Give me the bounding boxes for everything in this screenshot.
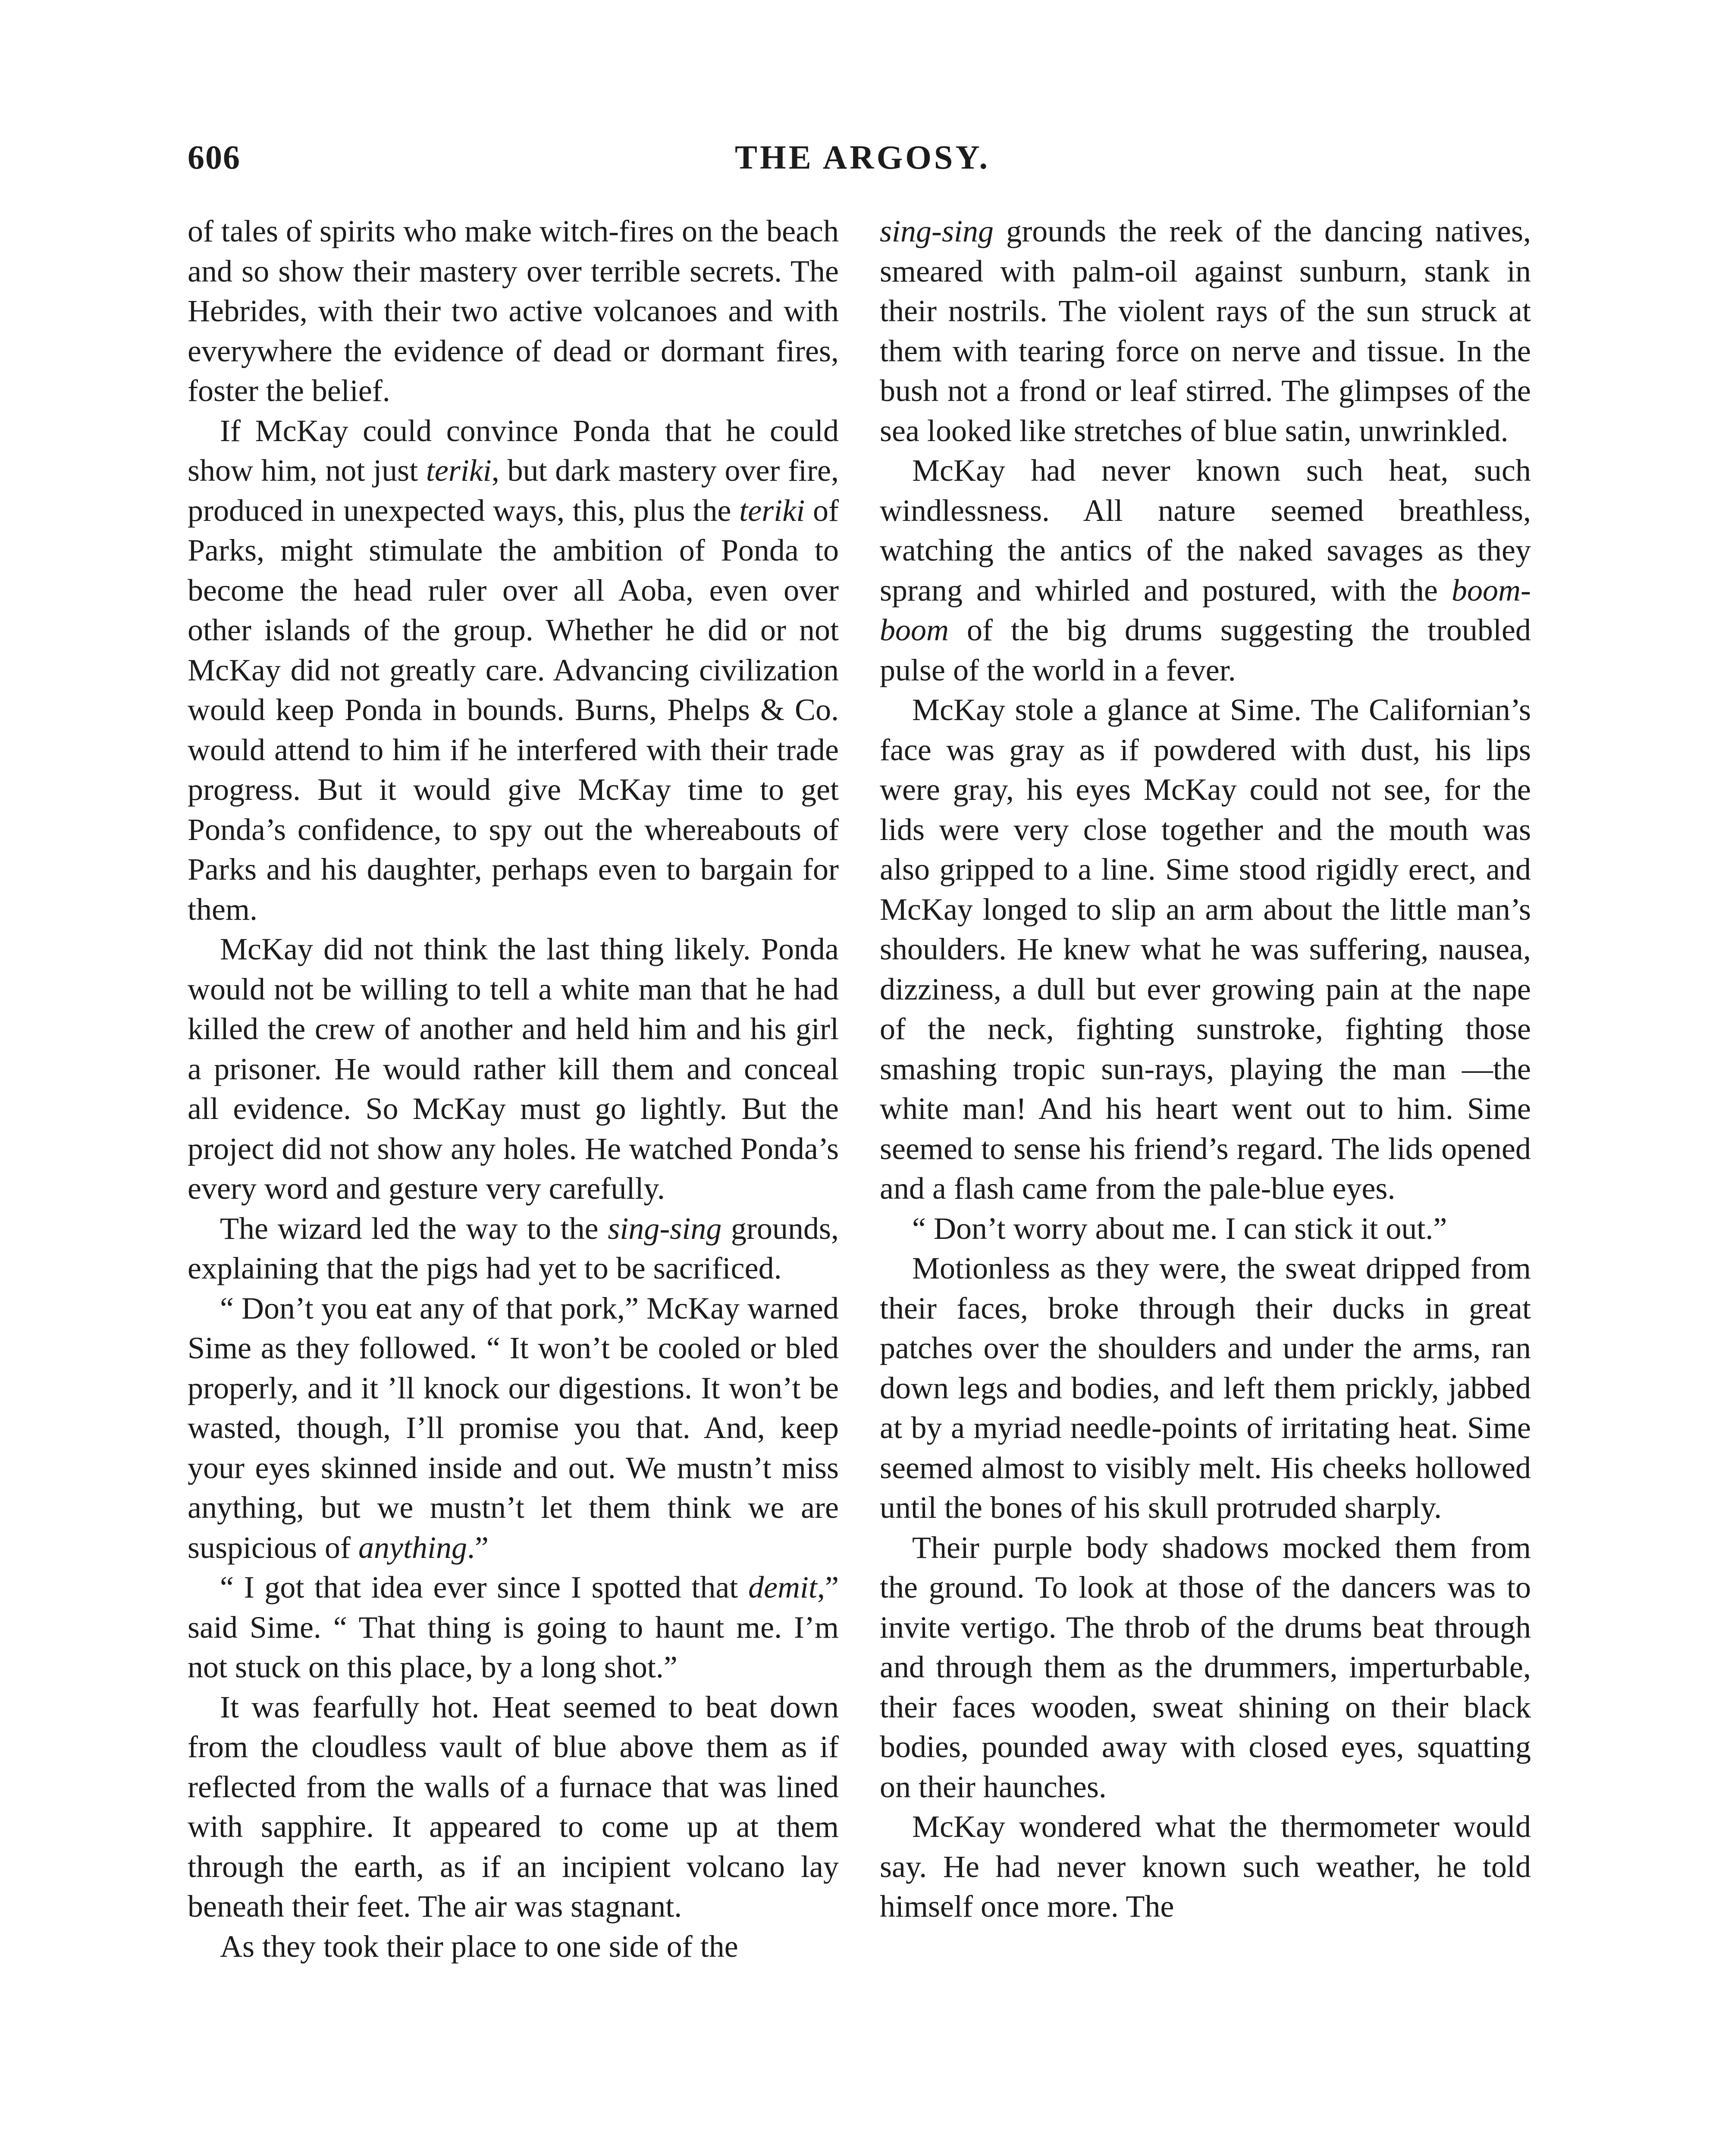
paragraph: McKay had never known such heat, such windlessness. All nature seemed breathless, watching the antics of the naked savages as they sprang and whirled and postured, with the boom-boom of the big drums suggesting the troubled pulse of the world in a fever.	[880, 453, 1531, 687]
paragraph: If McKay could convince Ponda that he could show him, not just teriki, but dark mastery over fire, produced in unexpected ways, this, plus the teriki of Parks, might stimulate the ambition of Ponda to become the head ruler over all Aoba, even over other islands of the group. Whether he did or not McKay did not greatly care. Advancing civilization would keep Ponda in bounds. Burns, Phelps & Co. would attend to him if he interfered with their trade progress. But it would give McKay time to get Ponda’s confidence, to spy out the whereabouts of Parks and his daughter, perhaps even to bargain for them.	[188, 413, 839, 927]
paragraph: “ Don’t you eat any of that pork,” McKay warned Sime as they followed. “ It won’t be cooled or bled properly, and it ’ll knock our digestions. It won’t be wasted, though, I’ll promise you that. And, keep your eyes skinned inside and out. We mustn’t miss anything, but we mustn’t let them think we are suspicious of anything.”	[188, 1291, 839, 1565]
paragraph: As they took their place to one side of the	[220, 1929, 738, 1964]
left-text-column	[188, 211, 839, 1966]
paragraph: McKay did not think the last thing likely. Ponda would not be willing to tell a white man that he had killed the crew of another and held him and his girl a prisoner. He would rather kill them and conceal all evidence. So McKay must go lightly. But the project did not show any holes. He watched Ponda’s every word and gesture very carefully.	[188, 932, 839, 1206]
paragraph: sing-sing grounds the reek of the dancing natives, smeared with palm-oil against sunburn, stank in their nostrils. The violent rays of the sun struck at them with tearing force on nerve and tissue. In the bush not a frond or leaf stirred. The glimpses of the sea looked like stretches of blue satin, unwrinkled.	[880, 214, 1531, 448]
paragraph: “ Don’t worry about me. I can stick it out.”	[912, 1211, 1447, 1246]
paragraph: of tales of spirits who make witch-fires on the beach and so show their mastery over terrible secrets. The Hebrides, with their two active volcanoes and with everywhere the evidence of dead or dormant fires, foster the belief.	[188, 214, 839, 408]
paragraph: It was fearfully hot. Heat seemed to beat down from the cloudless vault of blue above them as if reflected from the walls of a furnace that was lined with sapphire. It appeared to come up at them through the earth, as if an incipient volcano lay beneath their feet. The air was stagnant.	[188, 1689, 839, 1924]
page-number: 606	[188, 138, 241, 176]
right-text-column	[880, 211, 1531, 1927]
running-title: THE ARGOSY.	[735, 138, 990, 176]
paragraph: Motionless as they were, the sweat dripped from their faces, broke through their ducks in great patches over the shoulders and under the arms, ran down legs and bodies, and left them prickly, jabbed at by a myriad needle-points of irritating heat. Sime seemed almost to visibly melt. His cheeks hollowed until the bones of his skull protruded sharply.	[880, 1251, 1531, 1525]
paragraph: “ I got that idea ever since I spotted that demit,” said Sime. “ That thing is going to haunt me. I’m not stuck on this place, by a long shot.”	[188, 1570, 839, 1684]
paragraph: Their purple body shadows mocked them from the ground. To look at those of the dancers was to invite vertigo. The throb of the drums beat through and through them as the drummers, imperturbable, their faces wooden, sweat shining on their black bodies, pounded away with closed eyes, squatting on their haunches.	[880, 1530, 1531, 1804]
paragraph: McKay wondered what the thermometer would say. He had never known such weather, he told himself once more. The	[880, 1809, 1531, 1924]
page-header	[188, 138, 1537, 185]
paragraph: McKay stole a glance at Sime. The Californian’s face was gray as if powdered with dust, his lips were gray, his eyes McKay could not see, for the lids were very close together and the mouth was also gripped to a line. Sime stood rigidly erect, and McKay longed to slip an arm about the little man’s shoulders. He knew what he was suffering, nausea, dizziness, a dull but ever growing pain at the nape of the neck, fighting sunstroke, fighting those smashing tropic sun-rays, playing the man —the white man! And his heart went out to him. Sime seemed to sense his friend’s regard. The lids opened and a flash came from the pale-blue eyes.	[880, 693, 1531, 1206]
paragraph: The wizard led the way to the sing-sing grounds, explaining that the pigs had yet to be sacrificed.	[188, 1211, 839, 1285]
